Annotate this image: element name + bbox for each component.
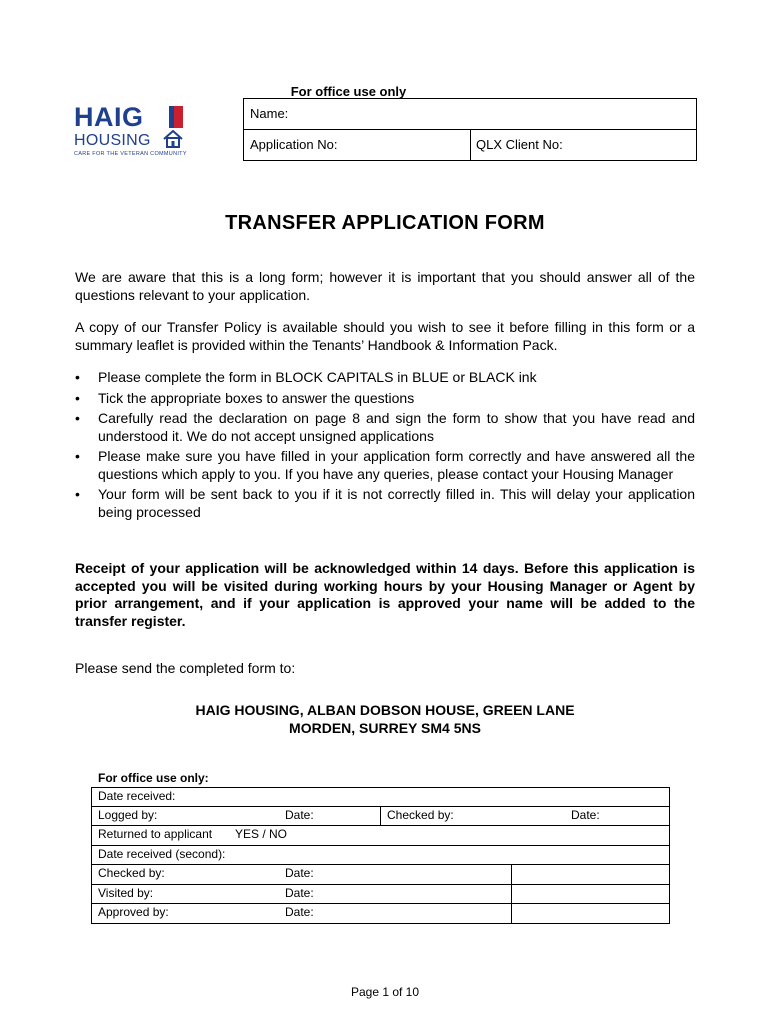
- list-item: • Carefully read the declaration on page 8 and sign the form to show that you have read and understood it. We do not accept unsigned applications: [75, 410, 695, 444]
- instructions-list: [75, 369, 695, 524]
- send-to-text: Please send the completed form to:: [75, 660, 296, 676]
- logged-date-label: Date:: [285, 808, 314, 822]
- logo-haig-text: HAIG: [74, 102, 144, 132]
- bullet-icon: •: [75, 448, 80, 464]
- page-number: Page 1 of 10: [350, 985, 420, 999]
- list-item: • Your form will be sent back to you if it is not correctly filled in. This will delay your application being processed: [75, 486, 695, 520]
- checked-by-label: Checked by:: [387, 808, 454, 822]
- list-item: • Please make sure you have filled in your application form correctly and have answered all the questions which apply to you. If you have any queries, please contact your Housing Manager: [75, 448, 695, 482]
- flag-icon: [169, 106, 183, 128]
- office-use-bottom-title: For office use only:: [98, 771, 209, 785]
- bullet-icon: •: [75, 410, 80, 426]
- approved-by-label: Approved by:: [98, 905, 169, 919]
- name-label: Name:: [250, 106, 289, 121]
- checked-2-date-label: Date:: [285, 866, 314, 880]
- checked-date-label: Date:: [571, 808, 600, 822]
- intro-paragraph-2: A copy of our Transfer Policy is available should you wish to see it before filling in this form or a summary leaflet is provided within the Tenants’ Handbook & Information Pack.: [75, 319, 695, 353]
- logo-housing-text: HOUSING: [74, 132, 151, 149]
- address-line-2: MORDEN, SURREY SM4 5NS: [289, 720, 481, 736]
- yes-no-label: YES / NO: [235, 827, 288, 841]
- list-item: • Tick the appropriate boxes to answer the questions: [75, 389, 415, 406]
- page-title: TRANSFER APPLICATION FORM: [225, 212, 545, 234]
- visited-by-label: Visited by:: [98, 886, 154, 900]
- address-line-1: HAIG HOUSING, ALBAN DOBSON HOUSE, GREEN LANE: [195, 702, 575, 718]
- office-use-bottom-table: [91, 787, 670, 925]
- house-icon: [163, 130, 183, 148]
- qlx-client-no-label: QLX Client No:: [476, 137, 563, 152]
- logged-by-label: Logged by:: [98, 808, 158, 822]
- list-item: • Please complete the form in BLOCK CAPITALS in BLUE or BLACK ink: [75, 369, 537, 385]
- checked-by-2-label: Checked by:: [98, 866, 165, 880]
- visited-date-label: Date:: [285, 886, 314, 900]
- approved-date-label: Date:: [285, 905, 314, 919]
- office-use-title: For office use only: [290, 84, 407, 99]
- receipt-note: Receipt of your application will be acknowledged within 14 days. Before this application is accepted you will be visited during working hours by your Housing Manager or Agent by prior arrangement, and if your application is approved your name will be added to the transfer register.: [75, 560, 695, 629]
- logo-tagline: CARE FOR THE VETERAN COMMUNITY: [74, 151, 187, 157]
- name-row: [244, 99, 696, 130]
- office-use-table: [243, 98, 697, 161]
- bullet-icon: •: [75, 486, 80, 502]
- date-received-second-label: Date received (second):: [98, 847, 226, 861]
- bullet-icon: •: [75, 369, 80, 385]
- date-received-label: Date received:: [98, 789, 176, 803]
- bullet-icon: •: [75, 389, 80, 406]
- intro-paragraph-1: We are aware that this is a long form; however it is important that you should answer all of the questions relevant to your application.: [75, 269, 695, 303]
- haig-housing-logo: [74, 104, 194, 160]
- returned-label: Returned to applicant: [98, 827, 213, 841]
- application-no-label: Application No:: [250, 137, 338, 152]
